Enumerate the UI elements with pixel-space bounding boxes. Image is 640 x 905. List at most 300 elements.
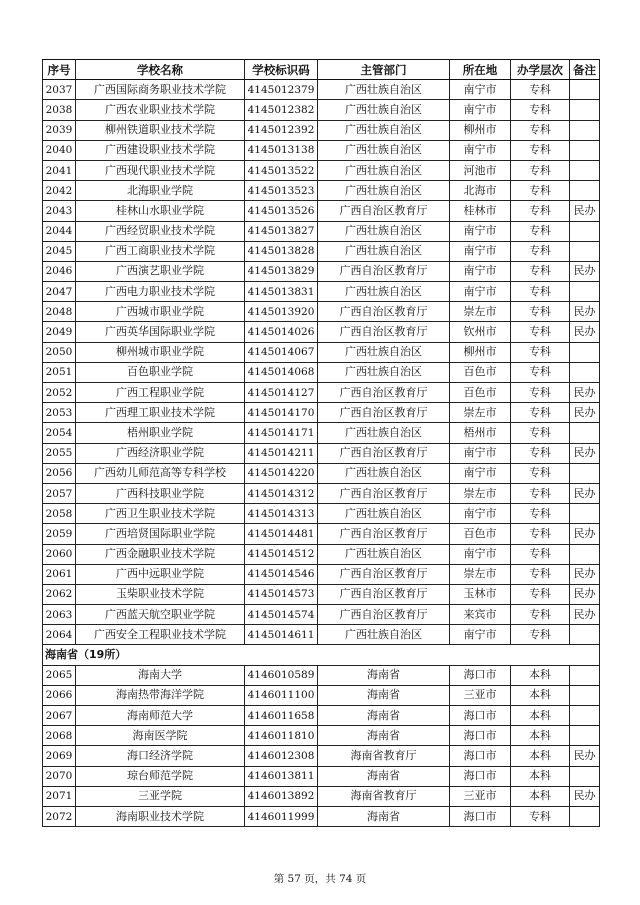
table-row — [43, 786, 600, 806]
cell-loc: 海口市 — [450, 746, 511, 766]
cell-note — [570, 362, 600, 382]
cell-loc: 南宁市 — [450, 463, 511, 483]
cell-loc: 崇左市 — [450, 403, 511, 423]
cell-seq: 2059 — [43, 524, 76, 544]
cell-level: 专科 — [511, 463, 570, 483]
cell-code: 4145014312 — [245, 483, 318, 503]
table-row — [43, 100, 600, 120]
cell-code: 4145013828 — [245, 241, 318, 261]
cell-dept: 广西自治区教育厅 — [318, 383, 450, 403]
cell-note — [570, 342, 600, 362]
cell-level: 专科 — [511, 322, 570, 342]
table-row — [43, 221, 600, 241]
cell-code: 4146012308 — [245, 746, 318, 766]
cell-note: 民办 — [570, 564, 600, 584]
cell-dept: 广西壮族自治区 — [318, 463, 450, 483]
cell-note: 民办 — [570, 605, 600, 625]
cell-seq: 2061 — [43, 564, 76, 584]
cell-note — [570, 665, 600, 685]
cell-name: 广西卫生职业技术学院 — [76, 504, 245, 524]
cell-loc: 海口市 — [450, 726, 511, 746]
cell-code: 4146011100 — [245, 685, 318, 705]
cell-seq: 2058 — [43, 504, 76, 524]
cell-loc: 百色市 — [450, 383, 511, 403]
cell-name: 广西安全工程职业技术学院 — [76, 625, 245, 645]
cell-loc: 梧州市 — [450, 423, 511, 443]
cell-name: 广西中远职业学院 — [76, 564, 245, 584]
cell-dept: 广西壮族自治区 — [318, 625, 450, 645]
cell-code: 4146011999 — [245, 806, 318, 826]
cell-code: 4145013920 — [245, 302, 318, 322]
cell-level: 专科 — [511, 181, 570, 201]
header-seq: 序号 — [43, 60, 76, 80]
cell-loc: 南宁市 — [450, 221, 511, 241]
cell-code: 4145012392 — [245, 120, 318, 140]
cell-name: 广西科技职业学院 — [76, 483, 245, 503]
cell-seq: 2052 — [43, 383, 76, 403]
table-row — [43, 564, 600, 584]
cell-dept: 广西壮族自治区 — [318, 504, 450, 524]
cell-loc: 南宁市 — [450, 443, 511, 463]
cell-note: 民办 — [570, 201, 600, 221]
cell-loc: 海口市 — [450, 766, 511, 786]
cell-loc: 海口市 — [450, 806, 511, 826]
cell-loc: 南宁市 — [450, 625, 511, 645]
cell-level: 专科 — [511, 443, 570, 463]
cell-note — [570, 706, 600, 726]
cell-level: 专科 — [511, 120, 570, 140]
header-loc: 所在地 — [450, 60, 511, 80]
cell-name: 广西电力职业技术学院 — [76, 282, 245, 302]
cell-level: 专科 — [511, 140, 570, 160]
cell-dept: 广西自治区教育厅 — [318, 201, 450, 221]
cell-note — [570, 120, 600, 140]
cell-code: 4146013811 — [245, 766, 318, 786]
cell-code: 4145014512 — [245, 544, 318, 564]
cell-dept: 广西壮族自治区 — [318, 544, 450, 564]
cell-name: 广西英华国际职业学院 — [76, 322, 245, 342]
cell-dept: 海南省 — [318, 665, 450, 685]
table-row — [43, 443, 600, 463]
cell-name: 海南师范大学 — [76, 706, 245, 726]
cell-note — [570, 625, 600, 645]
cell-seq: 2063 — [43, 605, 76, 625]
cell-level: 专科 — [511, 241, 570, 261]
cell-dept: 广西自治区教育厅 — [318, 483, 450, 503]
cell-name: 广西国际商务职业技术学院 — [76, 80, 245, 100]
cell-seq: 2070 — [43, 766, 76, 786]
cell-code: 4145013829 — [245, 261, 318, 281]
cell-name: 广西金融职业技术学院 — [76, 544, 245, 564]
cell-loc: 海口市 — [450, 665, 511, 685]
cell-dept: 广西壮族自治区 — [318, 221, 450, 241]
cell-loc: 柳州市 — [450, 120, 511, 140]
table-row — [43, 746, 600, 766]
cell-level: 专科 — [511, 383, 570, 403]
cell-name: 三亚学院 — [76, 786, 245, 806]
cell-loc: 南宁市 — [450, 282, 511, 302]
table-row — [43, 463, 600, 483]
cell-seq: 2038 — [43, 100, 76, 120]
header-dept: 主管部门 — [318, 60, 450, 80]
table-row — [43, 403, 600, 423]
cell-name: 广西理工职业技术学院 — [76, 403, 245, 423]
cell-code: 4146011658 — [245, 706, 318, 726]
cell-note — [570, 100, 600, 120]
school-list-table — [42, 59, 600, 827]
cell-dept: 广西壮族自治区 — [318, 80, 450, 100]
cell-code: 4145014127 — [245, 383, 318, 403]
cell-code: 4145014573 — [245, 584, 318, 604]
table-row — [43, 181, 600, 201]
cell-seq: 2050 — [43, 342, 76, 362]
table-row — [43, 685, 600, 705]
cell-name: 梧州职业学院 — [76, 423, 245, 443]
cell-note: 民办 — [570, 261, 600, 281]
cell-seq: 2039 — [43, 120, 76, 140]
cell-dept: 广西自治区教育厅 — [318, 403, 450, 423]
cell-name: 广西幼儿师范高等专科学校 — [76, 463, 245, 483]
cell-name: 广西工程职业学院 — [76, 383, 245, 403]
cell-name: 百色职业学院 — [76, 362, 245, 382]
cell-dept: 广西壮族自治区 — [318, 282, 450, 302]
hainan-rows — [43, 665, 600, 827]
cell-note — [570, 504, 600, 524]
cell-seq: 2067 — [43, 706, 76, 726]
cell-note: 民办 — [570, 322, 600, 342]
cell-seq: 2068 — [43, 726, 76, 746]
cell-name: 广西城市职业学院 — [76, 302, 245, 322]
table-row — [43, 282, 600, 302]
cell-seq: 2056 — [43, 463, 76, 483]
cell-note — [570, 241, 600, 261]
table-row — [43, 423, 600, 443]
cell-loc: 百色市 — [450, 524, 511, 544]
cell-name: 柳州城市职业学院 — [76, 342, 245, 362]
cell-seq: 2071 — [43, 786, 76, 806]
cell-seq: 2055 — [43, 443, 76, 463]
cell-code: 4146013892 — [245, 786, 318, 806]
cell-dept: 广西壮族自治区 — [318, 160, 450, 180]
cell-note: 民办 — [570, 584, 600, 604]
table-header-row — [43, 60, 600, 80]
cell-note — [570, 685, 600, 705]
cell-dept: 广西壮族自治区 — [318, 120, 450, 140]
header-name: 学校名称 — [76, 60, 245, 80]
table-row — [43, 504, 600, 524]
cell-dept: 广西自治区教育厅 — [318, 261, 450, 281]
cell-dept: 广西壮族自治区 — [318, 423, 450, 443]
section-row — [43, 645, 600, 665]
cell-level: 专科 — [511, 806, 570, 826]
cell-name: 桂林山水职业学院 — [76, 201, 245, 221]
cell-name: 琼台师范学院 — [76, 766, 245, 786]
table-row — [43, 140, 600, 160]
cell-name: 广西培贤国际职业学院 — [76, 524, 245, 544]
cell-dept: 海南省 — [318, 766, 450, 786]
cell-dept: 广西壮族自治区 — [318, 362, 450, 382]
cell-note — [570, 544, 600, 564]
section-title: 海南省（19所） — [43, 645, 600, 665]
cell-code: 4145013523 — [245, 181, 318, 201]
cell-level: 专科 — [511, 160, 570, 180]
table-row — [43, 766, 600, 786]
cell-seq: 2066 — [43, 685, 76, 705]
cell-note: 民办 — [570, 524, 600, 544]
cell-seq: 2065 — [43, 665, 76, 685]
cell-seq: 2072 — [43, 806, 76, 826]
cell-name: 海南职业技术学院 — [76, 806, 245, 826]
cell-name: 柳州铁道职业技术学院 — [76, 120, 245, 140]
cell-seq: 2045 — [43, 241, 76, 261]
cell-level: 专科 — [511, 605, 570, 625]
table-row — [43, 544, 600, 564]
cell-seq: 2062 — [43, 584, 76, 604]
guangxi-rows — [43, 80, 600, 645]
cell-loc: 南宁市 — [450, 80, 511, 100]
cell-note: 民办 — [570, 786, 600, 806]
cell-code: 4145014171 — [245, 423, 318, 443]
cell-code: 4145014211 — [245, 443, 318, 463]
cell-dept: 海南省 — [318, 706, 450, 726]
table-row — [43, 483, 600, 503]
cell-loc: 崇左市 — [450, 564, 511, 584]
cell-dept: 海南省教育厅 — [318, 746, 450, 766]
cell-seq: 2037 — [43, 80, 76, 100]
cell-name: 广西现代职业技术学院 — [76, 160, 245, 180]
cell-loc: 三亚市 — [450, 786, 511, 806]
header-level: 办学层次 — [511, 60, 570, 80]
cell-loc: 桂林市 — [450, 201, 511, 221]
cell-loc: 南宁市 — [450, 241, 511, 261]
cell-loc: 南宁市 — [450, 100, 511, 120]
cell-loc: 来宾市 — [450, 605, 511, 625]
cell-level: 本科 — [511, 746, 570, 766]
cell-loc: 河池市 — [450, 160, 511, 180]
cell-note — [570, 160, 600, 180]
cell-code: 4145014313 — [245, 504, 318, 524]
cell-level: 专科 — [511, 423, 570, 443]
table-row — [43, 342, 600, 362]
cell-loc: 钦州市 — [450, 322, 511, 342]
cell-note — [570, 80, 600, 100]
cell-level: 专科 — [511, 564, 570, 584]
cell-dept: 广西自治区教育厅 — [318, 605, 450, 625]
cell-level: 专科 — [511, 221, 570, 241]
cell-loc: 南宁市 — [450, 261, 511, 281]
cell-dept: 广西壮族自治区 — [318, 100, 450, 120]
cell-code: 4145014220 — [245, 463, 318, 483]
cell-level: 专科 — [511, 483, 570, 503]
cell-seq: 2044 — [43, 221, 76, 241]
cell-note — [570, 181, 600, 201]
cell-code: 4145014067 — [245, 342, 318, 362]
cell-level: 本科 — [511, 665, 570, 685]
table-row — [43, 806, 600, 826]
cell-loc: 南宁市 — [450, 504, 511, 524]
table-row — [43, 201, 600, 221]
cell-level: 专科 — [511, 403, 570, 423]
cell-dept: 广西壮族自治区 — [318, 241, 450, 261]
cell-note: 民办 — [570, 302, 600, 322]
cell-level: 专科 — [511, 625, 570, 645]
cell-name: 广西经贸职业技术学院 — [76, 221, 245, 241]
cell-seq: 2046 — [43, 261, 76, 281]
cell-name: 广西蓝天航空职业学院 — [76, 605, 245, 625]
cell-code: 4145013831 — [245, 282, 318, 302]
cell-loc: 玉林市 — [450, 584, 511, 604]
table-row — [43, 80, 600, 100]
cell-level: 专科 — [511, 544, 570, 564]
cell-code: 4146011810 — [245, 726, 318, 746]
cell-note — [570, 282, 600, 302]
table-row — [43, 605, 600, 625]
cell-seq: 2040 — [43, 140, 76, 160]
table-row — [43, 362, 600, 382]
cell-loc: 百色市 — [450, 362, 511, 382]
cell-note: 民办 — [570, 383, 600, 403]
cell-loc: 海口市 — [450, 706, 511, 726]
cell-code: 4145013522 — [245, 160, 318, 180]
cell-dept: 海南省 — [318, 685, 450, 705]
cell-code: 4145014611 — [245, 625, 318, 645]
cell-dept: 广西自治区教育厅 — [318, 322, 450, 342]
table-row — [43, 726, 600, 746]
cell-dept: 广西壮族自治区 — [318, 342, 450, 362]
table-row — [43, 584, 600, 604]
table-row — [43, 524, 600, 544]
cell-name: 广西农业职业技术学院 — [76, 100, 245, 120]
cell-loc: 柳州市 — [450, 342, 511, 362]
cell-code: 4145014574 — [245, 605, 318, 625]
cell-name: 广西建设职业技术学院 — [76, 140, 245, 160]
table-row — [43, 625, 600, 645]
cell-level: 专科 — [511, 282, 570, 302]
cell-level: 专科 — [511, 524, 570, 544]
cell-loc: 南宁市 — [450, 544, 511, 564]
cell-note: 民办 — [570, 483, 600, 503]
cell-name: 广西演艺职业学院 — [76, 261, 245, 281]
table-row — [43, 120, 600, 140]
table-row — [43, 261, 600, 281]
cell-name: 海南医学院 — [76, 726, 245, 746]
cell-dept: 海南省教育厅 — [318, 786, 450, 806]
cell-dept: 广西自治区教育厅 — [318, 564, 450, 584]
cell-note: 民办 — [570, 746, 600, 766]
cell-note — [570, 423, 600, 443]
cell-level: 本科 — [511, 766, 570, 786]
hainan-section — [43, 645, 600, 665]
cell-dept: 广西自治区教育厅 — [318, 302, 450, 322]
cell-code: 4145013526 — [245, 201, 318, 221]
table-row — [43, 706, 600, 726]
cell-seq: 2054 — [43, 423, 76, 443]
cell-dept: 海南省 — [318, 806, 450, 826]
cell-note — [570, 463, 600, 483]
cell-seq: 2041 — [43, 160, 76, 180]
cell-name: 玉柴职业技术学院 — [76, 584, 245, 604]
header-note: 备注 — [570, 60, 600, 80]
cell-loc: 南宁市 — [450, 140, 511, 160]
cell-level: 专科 — [511, 362, 570, 382]
cell-name: 海口经济学院 — [76, 746, 245, 766]
cell-dept: 广西自治区教育厅 — [318, 443, 450, 463]
cell-level: 专科 — [511, 504, 570, 524]
cell-note — [570, 140, 600, 160]
cell-code: 4145014068 — [245, 362, 318, 382]
table-row — [43, 665, 600, 685]
cell-level: 专科 — [511, 302, 570, 322]
cell-loc: 崇左市 — [450, 302, 511, 322]
cell-note — [570, 221, 600, 241]
cell-seq: 2069 — [43, 746, 76, 766]
cell-level: 专科 — [511, 100, 570, 120]
cell-dept: 广西自治区教育厅 — [318, 584, 450, 604]
cell-seq: 2049 — [43, 322, 76, 342]
cell-level: 本科 — [511, 726, 570, 746]
cell-level: 本科 — [511, 786, 570, 806]
cell-note: 民办 — [570, 443, 600, 463]
cell-seq: 2060 — [43, 544, 76, 564]
cell-code: 4145013138 — [245, 140, 318, 160]
cell-level: 专科 — [511, 584, 570, 604]
table-row — [43, 160, 600, 180]
cell-level: 专科 — [511, 201, 570, 221]
cell-level: 专科 — [511, 342, 570, 362]
cell-dept: 广西壮族自治区 — [318, 140, 450, 160]
cell-note — [570, 766, 600, 786]
cell-note — [570, 726, 600, 746]
cell-code: 4145013827 — [245, 221, 318, 241]
cell-level: 专科 — [511, 80, 570, 100]
cell-seq: 2043 — [43, 201, 76, 221]
cell-seq: 2057 — [43, 483, 76, 503]
cell-code: 4145014546 — [245, 564, 318, 584]
cell-level: 本科 — [511, 685, 570, 705]
cell-name: 海南热带海洋学院 — [76, 685, 245, 705]
cell-code: 4145014026 — [245, 322, 318, 342]
cell-seq: 2048 — [43, 302, 76, 322]
cell-note: 民办 — [570, 403, 600, 423]
table-row — [43, 383, 600, 403]
cell-name: 海南大学 — [76, 665, 245, 685]
cell-level: 专科 — [511, 261, 570, 281]
page-footer: 第 57 页，共 74 页 — [273, 873, 367, 885]
cell-name: 广西经济职业学院 — [76, 443, 245, 463]
cell-seq: 2053 — [43, 403, 76, 423]
cell-note — [570, 806, 600, 826]
table-row — [43, 241, 600, 261]
cell-code: 4145012379 — [245, 80, 318, 100]
cell-name: 北海职业学院 — [76, 181, 245, 201]
cell-dept: 广西壮族自治区 — [318, 181, 450, 201]
cell-seq: 2064 — [43, 625, 76, 645]
cell-dept: 广西自治区教育厅 — [318, 524, 450, 544]
table-row — [43, 322, 600, 342]
cell-name: 广西工商职业技术学院 — [76, 241, 245, 261]
cell-dept: 海南省 — [318, 726, 450, 746]
cell-seq: 2051 — [43, 362, 76, 382]
cell-seq: 2047 — [43, 282, 76, 302]
header-code: 学校标识码 — [245, 60, 318, 80]
cell-loc: 北海市 — [450, 181, 511, 201]
cell-loc: 崇左市 — [450, 483, 511, 503]
cell-loc: 三亚市 — [450, 685, 511, 705]
cell-level: 本科 — [511, 706, 570, 726]
cell-code: 4145014481 — [245, 524, 318, 544]
cell-code: 4145012382 — [245, 100, 318, 120]
cell-seq: 2042 — [43, 181, 76, 201]
